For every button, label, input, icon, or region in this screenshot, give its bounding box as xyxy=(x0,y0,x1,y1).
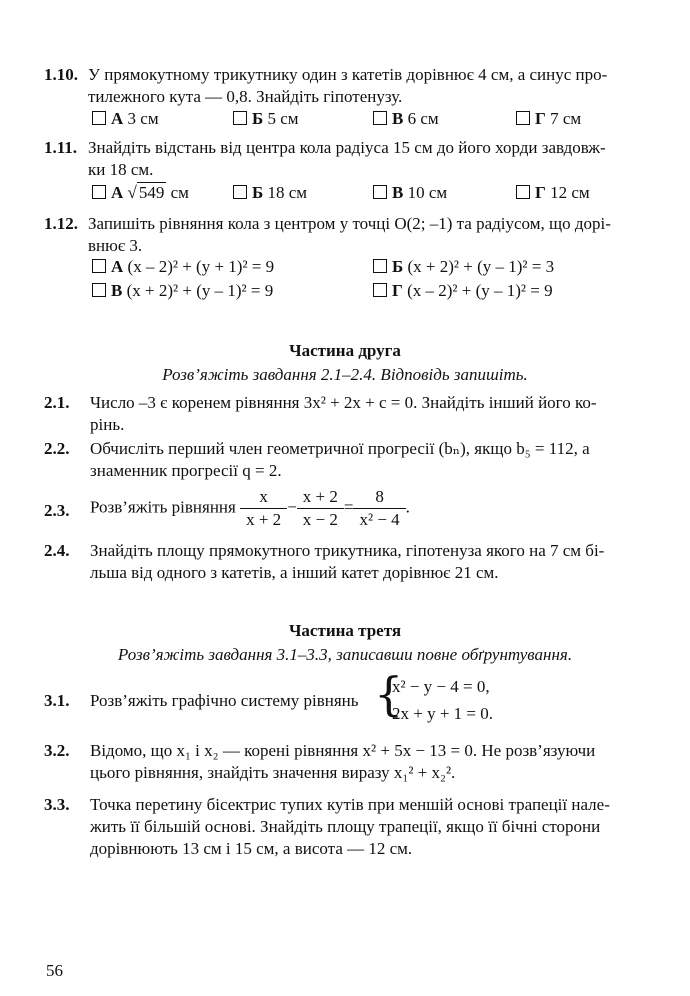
problem-2-2 xyxy=(44,438,660,482)
problem-2-1 xyxy=(44,392,660,436)
answer-option-a[interactable]: А 3 см xyxy=(92,108,159,130)
problem-number: 3.3. xyxy=(44,795,70,814)
problem-2-4 xyxy=(44,540,660,584)
problem-1-11 xyxy=(44,137,660,181)
answer-option-b[interactable]: Б 18 см xyxy=(233,182,307,204)
checkbox[interactable] xyxy=(373,283,387,297)
page-number: 56 xyxy=(46,961,63,980)
checkbox[interactable] xyxy=(516,185,530,199)
problem-text-line: льша від одного з катетів, а інший катет дорівнює 21 см. xyxy=(90,563,499,582)
answer-option-v[interactable]: В 6 см xyxy=(373,108,439,130)
problem-text-line: дорівнюють 13 см і 15 см, а висота — 12 см. xyxy=(90,839,413,858)
problem-text-line: рінь. xyxy=(90,415,125,434)
problem-text-line: тилежного кута — 0,8. Знайдіть гіпотенузу. xyxy=(88,87,403,106)
equation-line: x² − y − 4 = 0, xyxy=(392,677,490,696)
problem-2-3: 2.3. Розв’яжіть рівняння $\frac{x}{x + 2}$ − $\frac{x + 2}{x - 2}$ = $\frac{8}{\text{x² − 4}}$ . xyxy=(44,487,410,529)
answer-option-b[interactable]: Б 5 см xyxy=(233,108,299,130)
problem-number: 1.11. xyxy=(44,138,78,157)
answer-option-g[interactable]: Г 7 см xyxy=(516,108,581,130)
part-two-title: Частина друга xyxy=(289,341,401,360)
checkbox[interactable] xyxy=(92,283,106,297)
answer-option-b[interactable]: Б (x + 2)² + (y – 1)² = 3 xyxy=(373,256,554,278)
answer-option-a[interactable]: А √ 549 см xyxy=(92,182,189,204)
fraction: $\frac{x + 2}{x - 2}$ xyxy=(297,486,344,531)
checkbox[interactable] xyxy=(516,111,530,125)
problem-number: 1.10. xyxy=(44,65,78,84)
problem-text-line: знаменник прогресії q = 2. xyxy=(90,461,282,480)
problem-3-1 xyxy=(44,690,660,712)
problem-text-line: У прямокутному трикутнику один з катетів дорівнює 4 см, а синус про- xyxy=(88,65,608,84)
checkbox[interactable] xyxy=(373,185,387,199)
equation-line: 2x + y + 1 = 0. xyxy=(392,704,494,723)
problem-number: 1.12. xyxy=(44,214,78,233)
problem-text: Розв’яжіть графічно систему рівнянь xyxy=(90,691,359,710)
answer-option-a[interactable]: А (x – 2)² + (y + 1)² = 9 xyxy=(92,256,274,278)
problem-number: 2.4. xyxy=(44,541,70,560)
checkbox[interactable] xyxy=(92,259,106,273)
part-three-title: Частина третя xyxy=(288,621,402,640)
problem-number: 2.1. xyxy=(44,393,70,412)
answer-option-g[interactable]: Г 12 см xyxy=(516,182,590,204)
problem-1-10 xyxy=(44,64,660,108)
problem-text-line: Відомо, що x₁ і x₂ — корені рівняння x² + 5x − 13 = 0. Не розв’язуючи xyxy=(90,741,596,760)
system-brace: { xyxy=(374,667,404,721)
problem-text-line: Число –3 є коренем рівняння 3x² + 2x + c = 0. Знайдіть інший його ко- xyxy=(90,393,597,412)
problem-text-line: жить її більшій основі. Знайдіть площу трапеції, якщо її бічні сторони xyxy=(90,817,601,836)
checkbox[interactable] xyxy=(373,259,387,273)
answer-option-g[interactable]: Г (x – 2)² + (y – 1)² = 9 xyxy=(373,280,553,302)
part-two-instruction: Розв’яжіть завдання 2.1–2.4. Відповідь запишіть. xyxy=(162,365,528,384)
part-three-instruction: Розв’яжіть завдання 3.1–3.3, записавши повне обґрунтування. xyxy=(117,645,573,664)
problem-text-line: Точка перетину бісектрис тупих кутів при меншій основі трапеції нале- xyxy=(90,795,610,814)
problem-number: 3.2. xyxy=(44,741,70,760)
problem-text: Розв’яжіть рівняння xyxy=(90,497,236,517)
problem-text-line: Обчисліть перший член геометричної прогресії (bₙ), якщо b₅ = 112, а xyxy=(90,439,590,458)
problem-text-line: Запишіть рівняння кола з центром у точці O(2; –1) та радіусом, що дорі- xyxy=(88,214,611,233)
checkbox[interactable] xyxy=(373,111,387,125)
problem-text-line: цього рівняння, знайдіть значення виразу x₁² + x₂². xyxy=(90,763,456,782)
problem-text-line: Знайдіть відстань від центра кола радіуса 15 см до його хорди завдовж- xyxy=(88,138,606,157)
checkbox[interactable] xyxy=(233,185,247,199)
problem-text-line: Знайдіть площу прямокутного трикутника, гіпотенуза якого на 7 см бі- xyxy=(90,541,605,560)
checkbox[interactable] xyxy=(92,111,106,125)
fraction: $\frac{x}{x + 2}$ xyxy=(240,486,287,531)
problem-number: 3.1. xyxy=(44,691,70,710)
problem-number: 2.2. xyxy=(44,439,70,458)
checkbox[interactable] xyxy=(92,185,106,199)
problem-3-3 xyxy=(44,794,660,860)
checkbox[interactable] xyxy=(233,111,247,125)
problem-1-12 xyxy=(44,213,660,257)
fraction: $\frac{8}{\text{x² − 4}}$ xyxy=(353,486,405,531)
problem-number: 2.3. xyxy=(44,501,70,520)
answer-option-v[interactable]: В 10 см xyxy=(373,182,447,204)
problem-3-2 xyxy=(44,740,660,784)
sqrt-value: 549 xyxy=(138,183,165,202)
answer-option-v[interactable]: В (x + 2)² + (y – 1)² = 9 xyxy=(92,280,273,302)
problem-text-line: ки 18 см. xyxy=(88,160,154,179)
problem-text-line: внює 3. xyxy=(88,236,143,255)
